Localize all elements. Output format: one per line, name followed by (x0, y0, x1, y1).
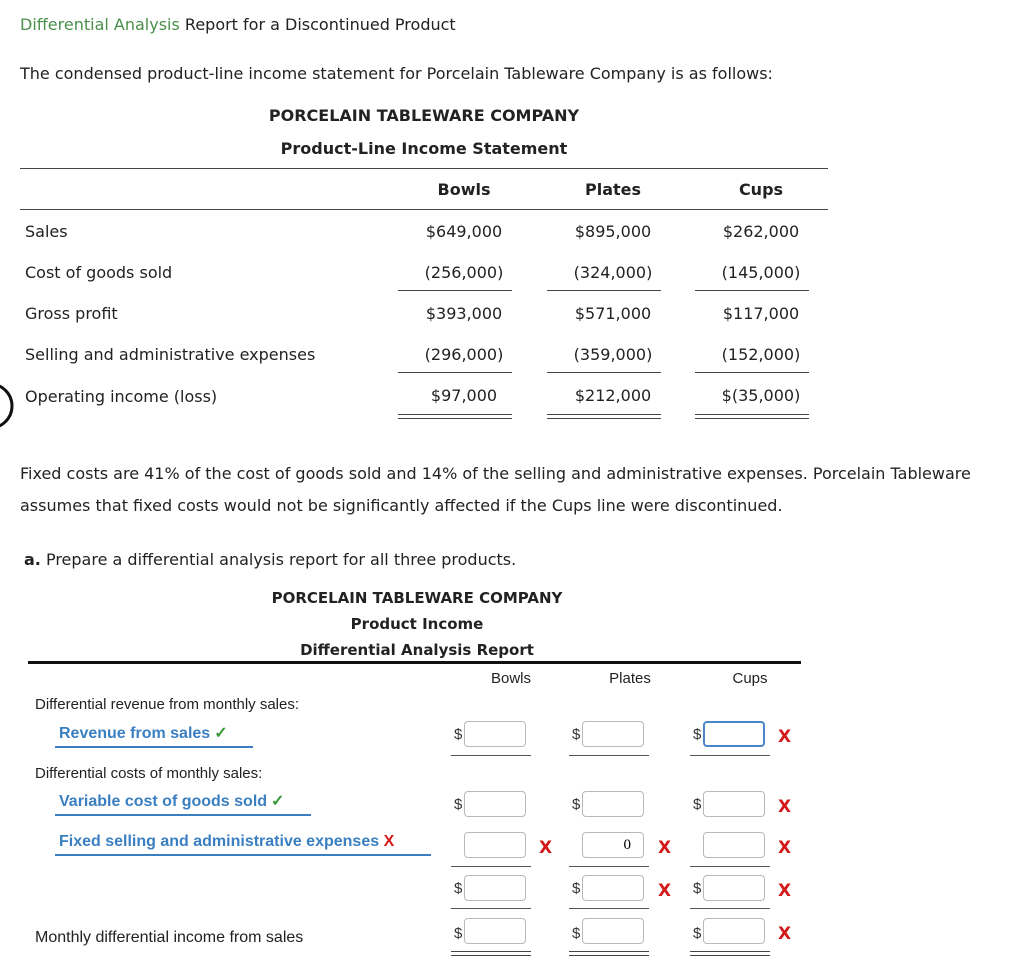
total-rule (695, 414, 809, 419)
col-bowls: Bowls (437, 180, 491, 199)
side-handle-icon[interactable] (0, 378, 14, 434)
cups-fixed-sa-input[interactable] (703, 832, 765, 858)
cell: $117,000 (722, 304, 800, 323)
cell-underline (451, 866, 531, 867)
dollar-sign: $ (693, 726, 702, 743)
subtotal-rule (547, 372, 661, 373)
plates-income-input[interactable] (582, 918, 644, 944)
dollar-sign: $ (693, 925, 702, 942)
cell: $393,000 (425, 304, 503, 323)
check-icon: ✓ (214, 725, 228, 742)
row-label: Selling and administrative expenses (25, 345, 316, 364)
plates-revenue-input[interactable] (582, 721, 644, 747)
revenue-select[interactable] (55, 723, 253, 748)
col-cups: Cups (738, 180, 784, 199)
header-title: Report for a Discontinued Product (179, 15, 456, 34)
fixed-sa-label: Fixed selling and administrative expenses (59, 833, 380, 850)
cell: (145,000) (721, 263, 801, 282)
cell: $895,000 (574, 222, 652, 241)
report-col-cups: Cups (732, 670, 768, 687)
dollar-sign: $ (572, 925, 581, 942)
dollar-sign: $ (572, 880, 581, 897)
dollar-sign: $ (572, 726, 581, 743)
subtotal-rule (695, 372, 809, 373)
cell: (359,000) (573, 345, 653, 364)
cups-variable-cogs-input[interactable] (703, 791, 765, 817)
cell: (152,000) (721, 345, 801, 364)
x-mark-icon: X (658, 881, 672, 901)
cups-revenue-input[interactable] (703, 721, 765, 747)
dollar-sign: $ (454, 880, 463, 897)
page-header (20, 15, 456, 34)
cell: $212,000 (574, 386, 652, 405)
cell-underline (569, 908, 649, 909)
cost-heading: Differential costs of monthly sales: (35, 765, 263, 782)
cell-underline (451, 908, 531, 909)
variable-cogs-label: Variable cost of goods sold (59, 793, 268, 810)
x-mark-icon: X (778, 924, 792, 944)
row-label: Sales (25, 222, 68, 241)
fixed-sa-select[interactable] (55, 833, 431, 856)
col-plates: Plates (584, 180, 642, 199)
cups-total-costs-input[interactable] (703, 875, 765, 901)
plates-variable-cogs-input[interactable] (582, 791, 644, 817)
report-col-plates: Plates (609, 670, 651, 687)
row-label: Gross profit (25, 304, 118, 323)
question-a (24, 550, 516, 569)
cell: $262,000 (722, 222, 800, 241)
income-label: Monthly differential income from sales (35, 929, 304, 946)
cell-underline (451, 755, 531, 756)
question-letter: a. (24, 550, 41, 569)
subtotal-rule (547, 290, 661, 291)
bowls-income-input[interactable] (464, 918, 526, 944)
report-title1: Product Income (350, 615, 484, 633)
cups-income-input[interactable] (703, 918, 765, 944)
dollar-sign: $ (454, 796, 463, 813)
fixed-note-line1: Fixed costs are 41% of the cost of goods sold and 14% of the selling and administrative expenses. Porcelain Tableware (20, 464, 971, 483)
rev-heading: Differential revenue from monthly sales: (35, 696, 300, 713)
bowls-fixed-sa-input[interactable] (464, 832, 526, 858)
statement-title: Product-Line Income Statement (280, 139, 568, 158)
variable-cogs-select[interactable] (55, 791, 311, 816)
bowls-revenue-input[interactable] (464, 721, 526, 747)
report-company: PORCELAIN TABLEWARE COMPANY (271, 589, 563, 607)
intro-text: The condensed product-line income statement for Porcelain Tableware Company is as follows: (20, 64, 773, 83)
dollar-sign: $ (454, 925, 463, 942)
x-mark-icon: X (778, 727, 792, 747)
dollar-sign: $ (572, 796, 581, 813)
cell: (324,000) (573, 263, 653, 282)
total-rule (569, 951, 649, 956)
x-mark-icon: X (539, 838, 553, 858)
cell: (296,000) (424, 345, 504, 364)
x-mark-icon: X (658, 838, 672, 858)
statement-company: PORCELAIN TABLEWARE COMPANY (268, 106, 580, 125)
subtotal-rule (695, 290, 809, 291)
report-col-bowls: Bowls (490, 670, 531, 687)
cell-underline (569, 866, 649, 867)
top-rule (20, 168, 828, 169)
row-label: Cost of goods sold (25, 263, 173, 282)
question-text: Prepare a differential analysis report for all three products. (40, 550, 517, 569)
cell-underline (690, 755, 770, 756)
cell: $649,000 (425, 222, 503, 241)
cell-underline (690, 866, 770, 867)
subtotal-rule (398, 372, 512, 373)
cell: $97,000 (430, 386, 498, 405)
total-rule (398, 414, 512, 419)
bowls-total-costs-input[interactable] (464, 875, 526, 901)
fixed-note-line2: assumes that fixed costs would not be significantly affected if the Cups line were discontinued. (20, 496, 783, 515)
plates-total-costs-input[interactable] (582, 875, 644, 901)
subtotal-rule (398, 290, 512, 291)
cell: $571,000 (574, 304, 652, 323)
dollar-sign: $ (693, 880, 702, 897)
x-mark-icon: X (778, 797, 792, 817)
dollar-sign: $ (693, 796, 702, 813)
x-mark-icon: X (778, 838, 792, 858)
header-rule (20, 209, 828, 210)
report-title2: Differential Analysis Report (300, 641, 534, 659)
x-mark-icon: X (383, 833, 395, 850)
bowls-variable-cogs-input[interactable] (464, 791, 526, 817)
x-mark-icon: X (778, 881, 792, 901)
row-label: Operating income (loss) (25, 387, 218, 406)
revenue-select-label: Revenue from sales (59, 725, 211, 742)
total-rule (690, 951, 770, 956)
dollar-sign: $ (454, 726, 463, 743)
check-icon: ✓ (271, 793, 285, 810)
total-rule (451, 951, 531, 956)
header-link[interactable]: Differential Analysis (20, 15, 180, 34)
cell: $(35,000) (721, 386, 801, 405)
cell: (256,000) (424, 263, 504, 282)
total-rule (547, 414, 661, 419)
report-top-rule (28, 661, 801, 664)
plates-fixed-sa-input[interactable] (582, 832, 644, 858)
cell-underline (569, 755, 649, 756)
cell-underline (690, 908, 770, 909)
